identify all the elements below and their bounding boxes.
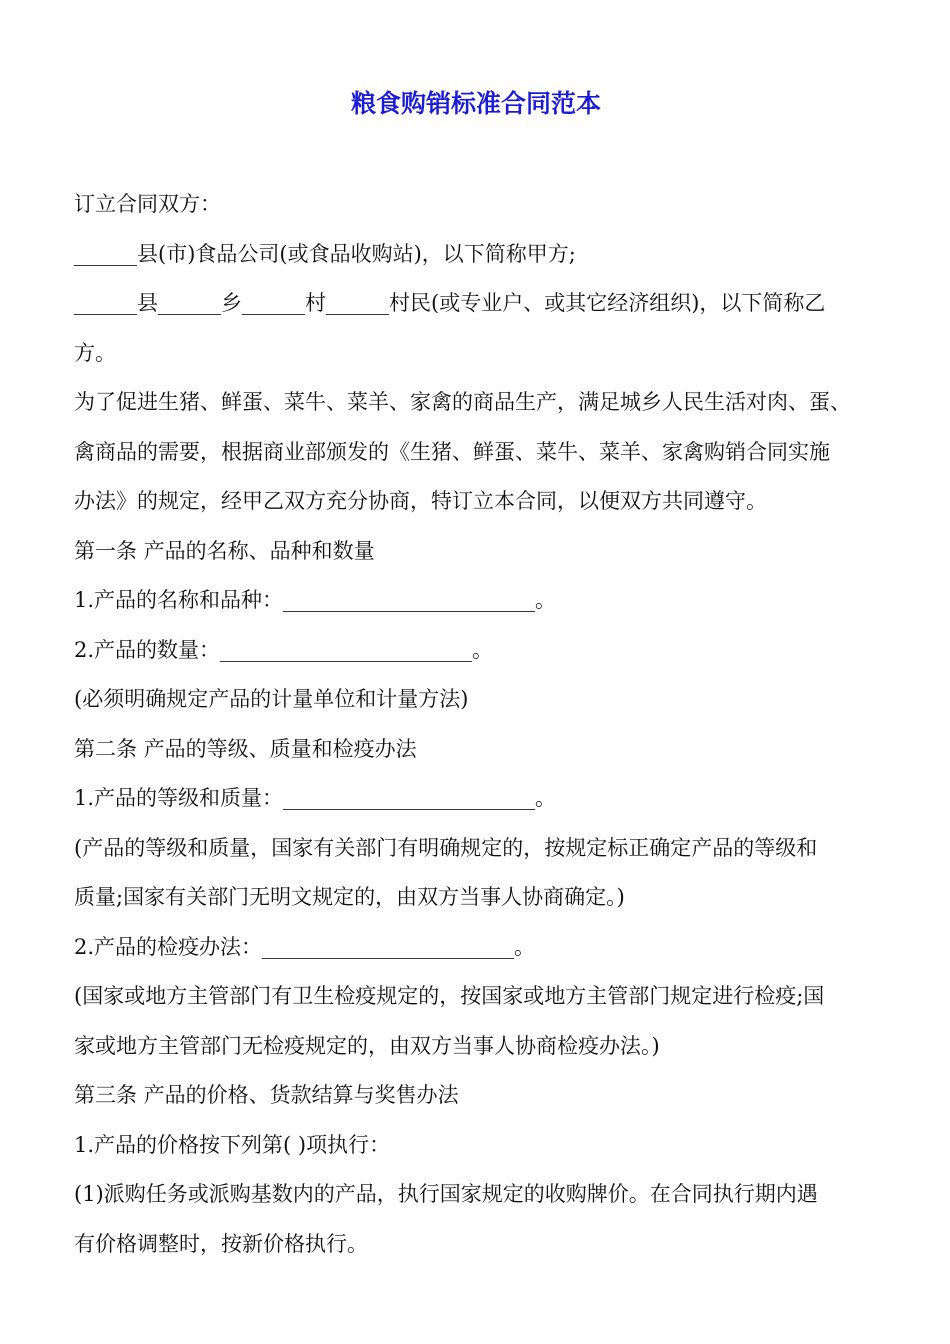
text-line: 2.产品的数量：________________________。 bbox=[74, 637, 494, 662]
text-line: 1.产品的价格按下列第( )项执行： bbox=[74, 1132, 391, 1157]
text-line: (产品的等级和质量，国家有关部门有明确规定的，按规定标正确定产品的等级和 bbox=[74, 835, 818, 860]
text-line: ______县(市)食品公司(或食品收购站)，以下简称甲方; bbox=[74, 241, 576, 266]
text-line: 为了促进生猪、鲜蛋、菜牛、菜羊、家禽的商品生产，满足城乡人民生活对肉、蛋、 bbox=[74, 390, 851, 414]
text-line: ______县______乡______村______村民(或专业户、或其它经济组织)，以下简称乙 bbox=[74, 291, 826, 315]
text-line: 家或地方主管部门无检疫规定的，由双方当事人协商检疫办法。) bbox=[74, 1033, 660, 1058]
document-title: 粮食购销标准合同范本 bbox=[350, 89, 601, 118]
text-line: 1.产品的名称和品种：________________________。 bbox=[74, 588, 557, 612]
text-line: 有价格调整时，按新价格执行。 bbox=[74, 1231, 368, 1256]
text-line: 2.产品的检疫办法：________________________。 bbox=[74, 934, 536, 959]
text-line: 1.产品的等级和质量：________________________。 bbox=[74, 786, 557, 810]
section-heading: 第三条 产品的价格、货款结算与奖售办法 bbox=[74, 1083, 459, 1107]
section-heading: 第二条 产品的等级、质量和检疫办法 bbox=[74, 736, 417, 761]
section-heading: 第一条 产品的名称、品种和数量 bbox=[74, 538, 375, 563]
text-line: 禽商品的需要，根据商业部颁发的《生猪、鲜蛋、菜牛、菜羊、家禽购销合同实施 bbox=[74, 439, 830, 464]
text-line: (国家或地方主管部门有卫生检疫规定的，按国家或地方主管部门规定进行检疫;国 bbox=[74, 984, 825, 1008]
text-line: 订立合同双方： bbox=[74, 192, 221, 216]
text-line: (必须明确规定产品的计量单位和计量方法) bbox=[74, 687, 469, 711]
text-line: (1)派购任务或派购基数内的产品，执行国家规定的收购牌价。在合同执行期内遇 bbox=[74, 1182, 818, 1206]
document-body bbox=[74, 180, 882, 1269]
text-line: 质量;国家有关部门无明文规定的，由双方当事人协商确定。) bbox=[74, 885, 625, 909]
text-line: 方。 bbox=[74, 340, 116, 365]
text-line: 办法》的规定，经甲乙双方充分协商，特订立本合同，以便双方共同遵守。 bbox=[74, 489, 767, 513]
